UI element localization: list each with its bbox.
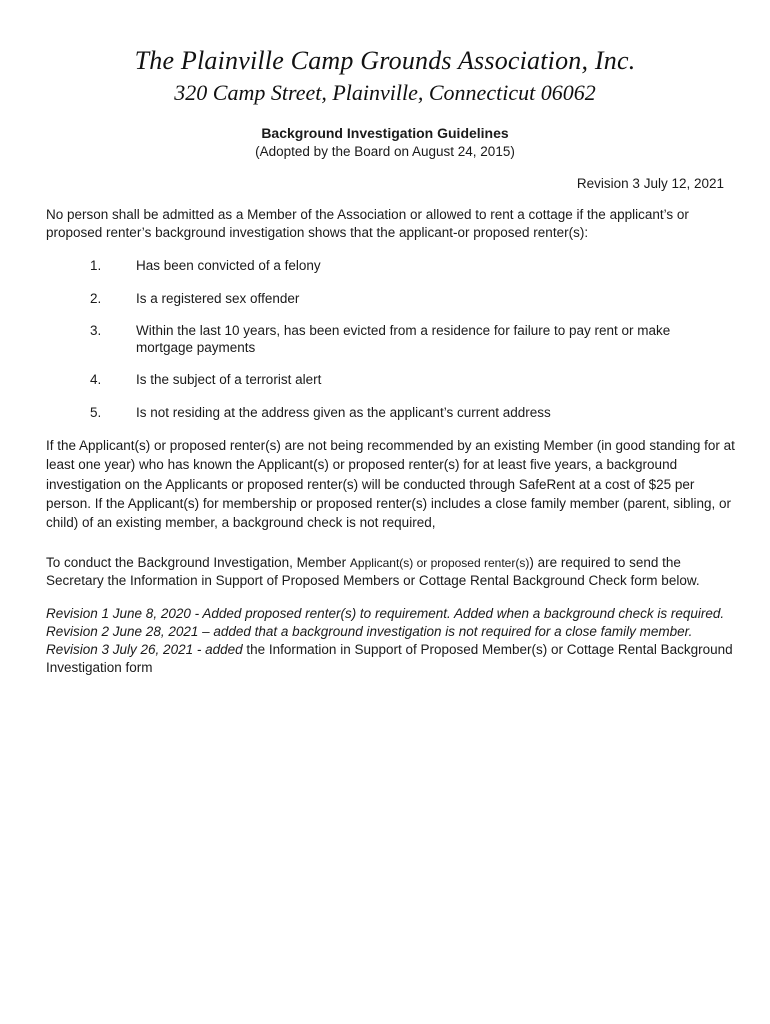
conduct-text-start: To conduct the Background Investigation, Member <box>46 555 350 570</box>
criteria-number: 1. <box>90 258 102 273</box>
revision-date: Revision 3 July 12, 2021 <box>576 176 724 191</box>
criteria-number: 2. <box>90 291 102 306</box>
revision-history-entry <box>46 623 736 641</box>
criteria-text: Is the subject of a terrorist alert <box>136 372 322 387</box>
criteria-text: Within the last 10 years, has been evicted from a residence for failure to pay rent or make mortgage payments <box>136 323 671 355</box>
criteria-number: 5. <box>90 405 102 420</box>
revision-entry-italic: Revision 2 June 28, 2021 – added that a background investigation is not required for a close family member. <box>46 624 693 639</box>
recommendation-paragraph: If the Applicant(s) or proposed renter(s) are not being recommended by an existing Member (in good standing for at least one year) who has known the Applicant(s) or proposed renter(s) for at least five years, a background investigation on the Applicants or proposed renter(s) will be conducted through SafeRent at a cost of $25 per person. If the Applicant(s) for membership or proposed renter(s) includes a close family member (parent, sibling, or child) of an existing member, a background check is not required, <box>46 438 735 531</box>
revision-entry-italic: Revision 3 July 26, 2021 - added <box>46 642 247 657</box>
organization-address: 320 Camp Street, Plainville, Connecticut 06062 <box>174 80 596 105</box>
criteria-number: 3. <box>90 323 102 338</box>
revision-entry-normal: the Information in Support of Proposed Member(s) or Cottage Rental Background Investigation form <box>46 642 733 675</box>
criteria-number: 4. <box>90 372 102 387</box>
conduct-text-end: ) are required to send the Secretary the Information in Support of Proposed Members or Cottage Rental Background Check form below. <box>46 555 700 588</box>
revision-history-entry <box>46 605 736 623</box>
criteria-text: Has been convicted of a felony <box>136 258 321 273</box>
revision-entry-italic: Revision 1 June 8, 2020 - Added proposed renter(s) to requirement. Added when a background check is required. <box>46 606 725 621</box>
conduct-applicants-text: Applicant(s) or proposed renter(s) <box>349 556 530 570</box>
revision-history <box>46 605 736 677</box>
criteria-text: Is a registered sex offender <box>136 291 300 306</box>
conduct-paragraph <box>46 554 736 590</box>
document-title: Background Investigation Guidelines <box>261 125 509 141</box>
revision-history-entry <box>46 641 736 677</box>
intro-paragraph: No person shall be admitted as a Member of the Association or allowed to rent a cottage if the applicant’s or proposed renter’s background investigation shows that the applicant-or proposed renter(s): <box>46 207 689 240</box>
criteria-text: Is not residing at the address given as the applicant’s current address <box>136 405 551 420</box>
document-subtitle: (Adopted by the Board on August 24, 2015) <box>255 144 515 159</box>
organization-name: The Plainville Camp Grounds Association, Inc. <box>134 46 636 75</box>
